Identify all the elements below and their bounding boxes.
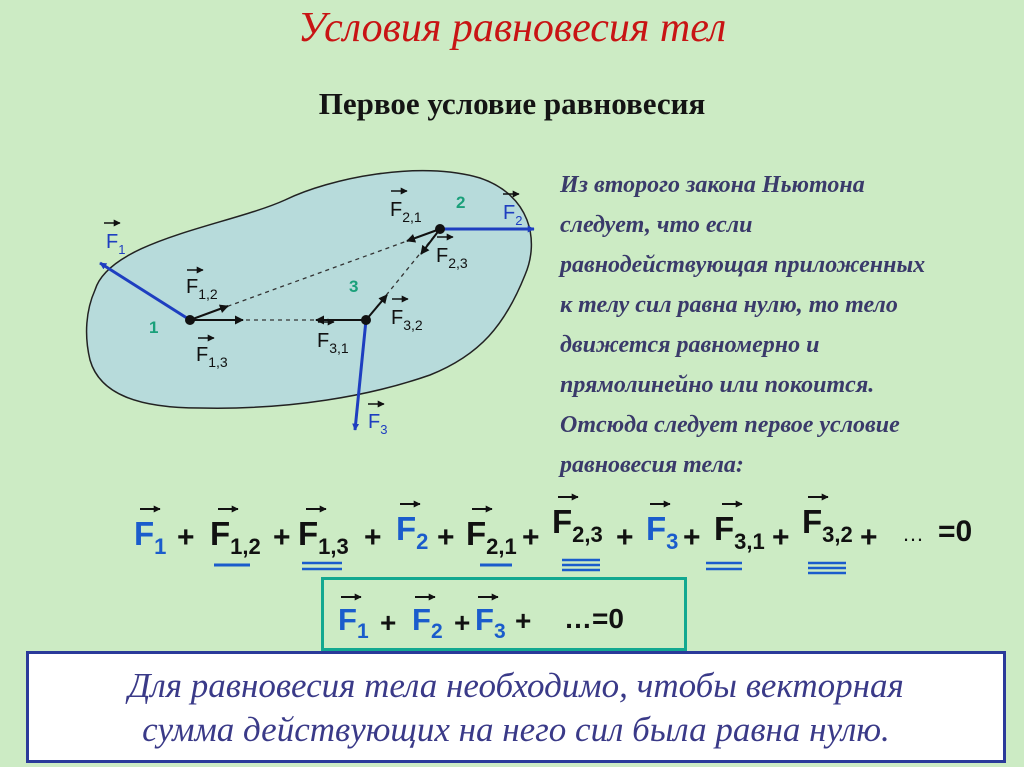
newton-line: следует, что если	[560, 212, 753, 238]
eq-plus: +	[860, 521, 878, 554]
newton-line: к телу сил равна нулю, то тело	[560, 292, 898, 318]
point-2	[435, 224, 445, 234]
label-f3	[368, 404, 387, 437]
slide-subtitle: Первое условие равновесия	[318, 86, 706, 121]
point-label-3: 3	[349, 277, 359, 296]
svg-text:F2: $F_2$	[412, 602, 443, 643]
newton-line: равнодействующая приложенных	[560, 252, 926, 278]
svg-text:F1: $F_1$	[106, 231, 126, 257]
conclusion-box	[26, 651, 1006, 763]
conclusion-text	[29, 664, 1003, 752]
svg-text:F1,3: $F_{1,3}$	[196, 344, 228, 370]
newton-line: прямолинейно или покоится.	[560, 372, 875, 398]
eq-plus: +	[364, 521, 382, 554]
svg-text:F1: $F_1$	[134, 515, 167, 559]
point-label-1: 1	[149, 318, 159, 337]
newton-law-text	[560, 165, 1000, 485]
short-equation-box	[321, 577, 687, 651]
newton-line: Отсюда следует первое условие	[560, 412, 900, 438]
svg-text:F3,1: $F_{3,1}$	[317, 330, 349, 356]
svg-text:F3,2: $F_{3,2}$	[391, 307, 423, 333]
newton-line: Из второго закона Ньютона	[560, 172, 865, 198]
svg-text:F2,3: $F_{2,3}$	[552, 503, 603, 547]
svg-text:F2,1: $F_{2,1}$	[466, 515, 517, 559]
svg-text:F2: $F_2$	[503, 202, 523, 228]
eq-ellipsis: …	[902, 521, 924, 546]
short-plus: +	[380, 607, 397, 638]
svg-text:F2,1: $F_{2,1}$	[390, 199, 422, 225]
short-plus: +	[515, 605, 532, 636]
point-1	[185, 315, 195, 325]
eq-plus: +	[437, 521, 455, 554]
eq-plus: +	[683, 521, 701, 554]
svg-text:F3: $F_3$	[475, 602, 506, 643]
svg-text:F2: $F_2$	[396, 510, 429, 554]
svg-text:F1,3: $F_{1,3}$	[298, 515, 349, 559]
svg-text:F2,3: $F_{2,3}$	[436, 245, 468, 271]
point-label-2: 2	[456, 193, 466, 212]
eq-plus: +	[522, 521, 540, 554]
svg-text:F3: $F_3$	[368, 411, 388, 437]
conclusion-line: сумма действующих на него сил была равна нулю.	[142, 710, 890, 749]
eq-plus: +	[616, 521, 634, 554]
eq-plus: +	[273, 521, 291, 554]
eq-plus: +	[177, 521, 195, 554]
newton-line: движется равномерно и	[560, 332, 820, 358]
newton-line: равновесия тела:	[560, 452, 744, 478]
svg-text:F1,2: $F_{1,2}$	[186, 276, 218, 302]
eq-equals-zero: =0	[938, 515, 973, 548]
svg-text:F3,1: $F_{3,1}$	[714, 510, 765, 554]
conclusion-line: Для равновесия тела необходимо, чтобы векторная	[128, 666, 904, 705]
short-tail: …=0	[564, 603, 624, 634]
eq-plus: +	[772, 521, 790, 554]
svg-text:F3: $F_3$	[646, 510, 679, 554]
svg-text:F1: $F_1$	[338, 602, 369, 643]
svg-text:F1,2: $F_{1,2}$	[210, 515, 261, 559]
short-plus: +	[454, 607, 471, 638]
point-3	[361, 315, 371, 325]
label-f1	[104, 223, 125, 257]
svg-text:F3,2: $F_{3,2}$	[802, 503, 853, 547]
slide-title: Условия равновесия тел	[297, 5, 727, 51]
